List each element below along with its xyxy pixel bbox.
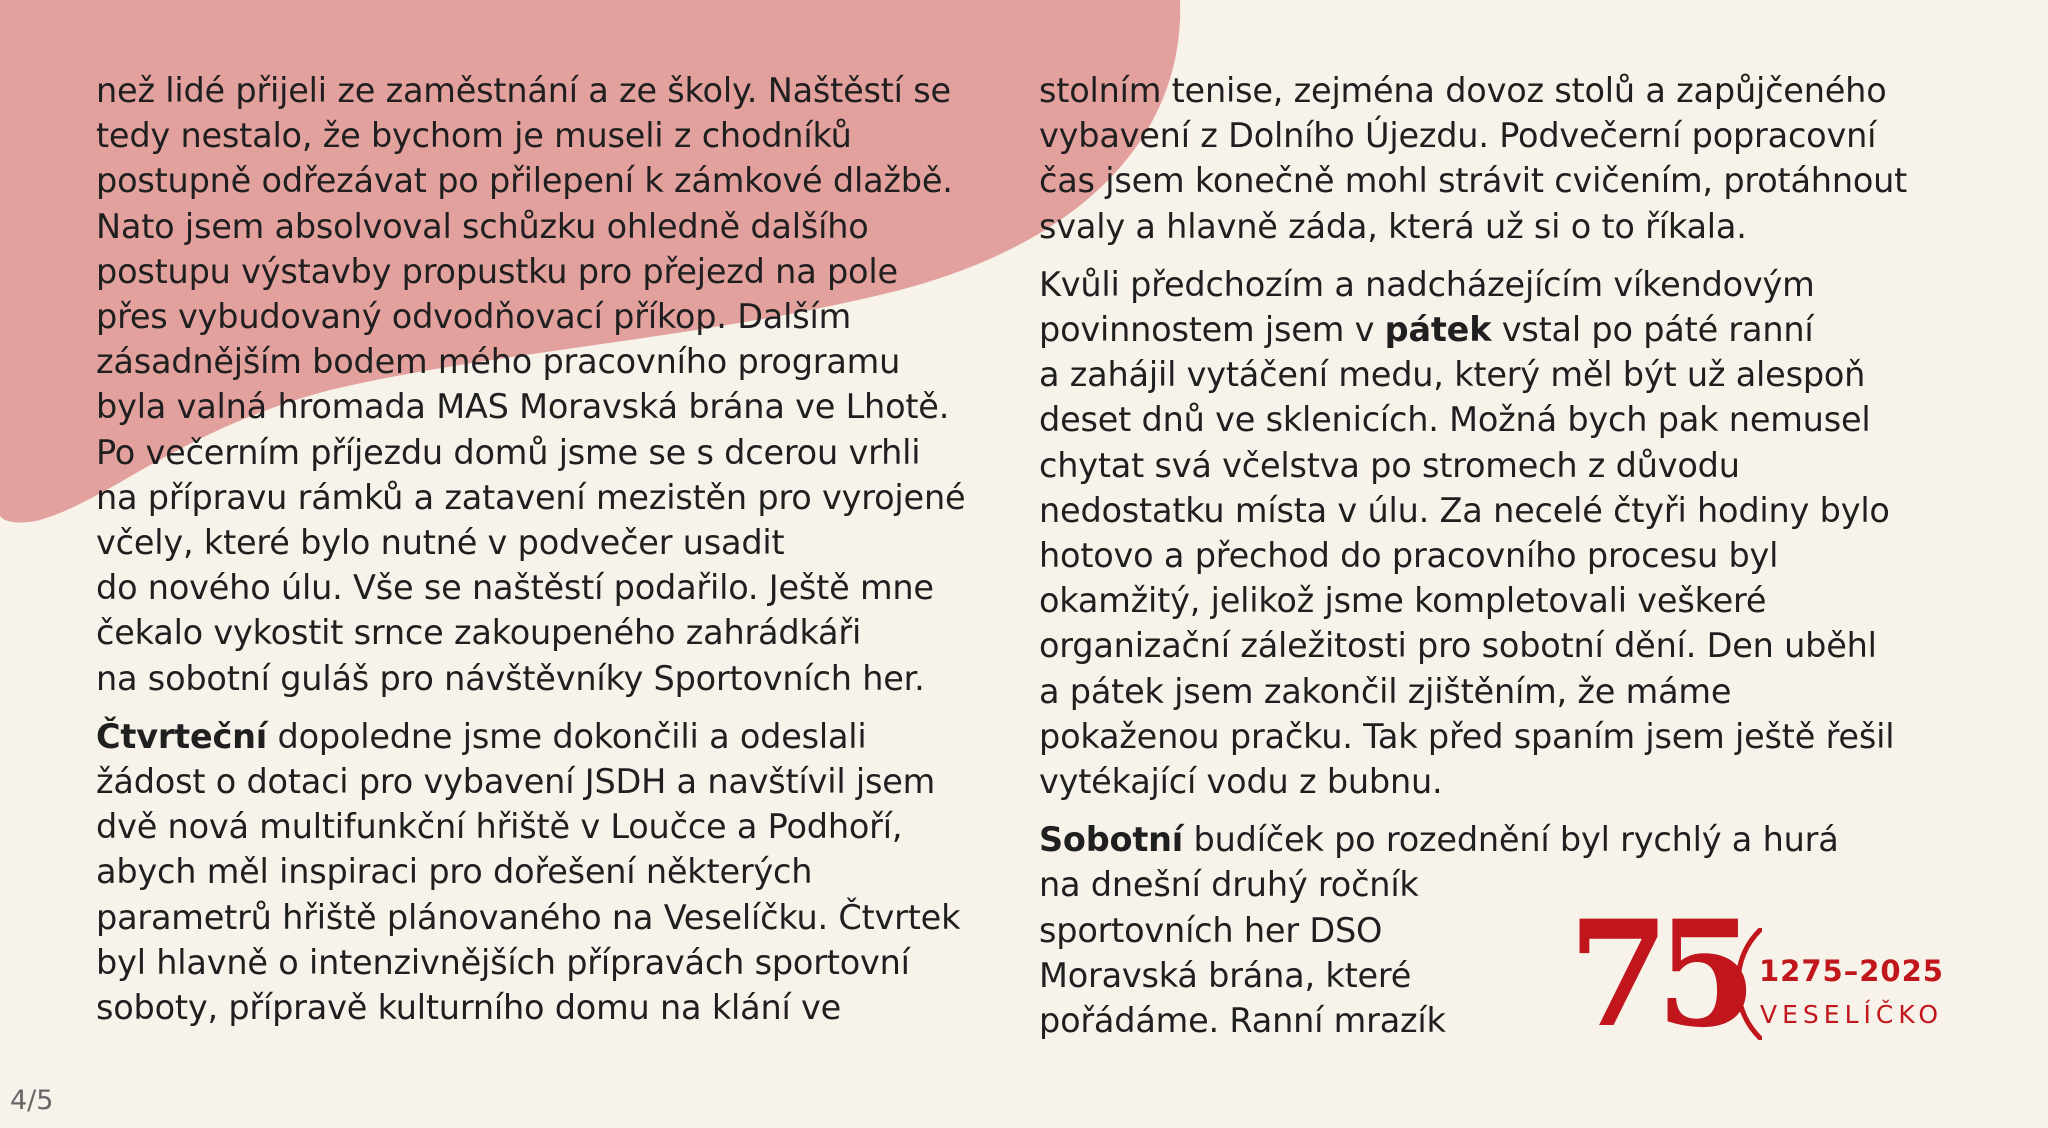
- text-line: na dnešní druhý ročník: [1039, 865, 1419, 905]
- friday-bold: pátek: [1384, 310, 1492, 350]
- text-line: pokaženou pračku. Tak před spaním jsem ještě řešil: [1039, 716, 1895, 756]
- text-line: chytat svá včelstva po stromech z důvodu: [1039, 445, 1740, 485]
- right-paragraph-2-line-2: povinnostem jsem v pátek vstal po páté ranní: [1039, 310, 1814, 350]
- text-line: a zahájil vytáčení medu, který měl být už alespoň: [1039, 355, 1866, 395]
- text-line: včely, které bylo nutné v podvečer usadit: [96, 523, 785, 563]
- text-line: přes vybudovaný odvodňovací příkop. Dalším: [96, 297, 852, 337]
- text-line: soboty, přípravě kulturního domu na klání ve: [96, 988, 842, 1028]
- right-paragraph-1: [1039, 68, 1969, 249]
- logo-number: 75: [1568, 889, 1744, 1060]
- text-line: vytékající vodu z bubnu.: [1039, 762, 1443, 802]
- text-line: vybavení z Dolního Újezdu. Podvečerní popracovní: [1039, 116, 1877, 156]
- left-paragraph-2-first-line: Čtvrteční dopoledne jsme dokončili a odeslali: [96, 716, 867, 756]
- text-line: byl hlavně o intenzivnějších přípravách sportovní: [96, 942, 910, 982]
- left-column: [96, 68, 1016, 1043]
- logo-years: 1275–2025: [1759, 954, 1944, 988]
- text-line: na sobotní guláš pro návštěvníky Sportovních her.: [96, 658, 925, 698]
- text-line: na přípravu rámků a zatavení mezistěn pro vyrojené: [96, 477, 966, 517]
- text-line: Po večerním příjezdu domů jsme se s dcerou vrhli: [96, 432, 921, 472]
- text-line: tedy nestalo, že bychom je museli z chodníků: [96, 116, 852, 156]
- text-line: svaly a hlavně záda, která už si o to říkala.: [1039, 206, 1747, 246]
- logo-place: VESELÍČKO: [1760, 1000, 1944, 1029]
- text-line: Nato jsem absolvoval schůzku ohledně dalšího: [96, 206, 869, 246]
- text-line: deset dnů ve sklenicích. Možná bych pak nemusel: [1039, 400, 1871, 440]
- right-paragraph-2: [1039, 262, 1969, 804]
- right-paragraph-3-first-line: Sobotní budíček po rozednění byl rychlý a hurá: [1039, 820, 1839, 860]
- text-line: hotovo a přechod do pracovního procesu byl: [1039, 536, 1779, 576]
- text-line: a pátek jsem zakončil zjištěním, že máme: [1039, 671, 1732, 711]
- text-line: než lidé přijeli ze zaměstnání a ze školy. Naštěstí se: [96, 71, 951, 110]
- text-line: postupu výstavby propustku pro přejezd na pole: [96, 251, 898, 291]
- text-line: postupně odřezávat po přilepení k zámkové dlažbě.: [96, 161, 953, 201]
- text-line: parametrů hřiště plánovaného na Veselíčku. Čtvrtek: [96, 897, 961, 937]
- text-line: sportovních her DSO: [1039, 910, 1383, 950]
- text-line: žádost o dotaci pro vybavení JSDH a navštívil jsem: [96, 762, 936, 802]
- right-paragraph-2-line-1: Kvůli předchozím a nadcházejícím víkendovým: [1039, 264, 1815, 304]
- saturday-bold: Sobotní: [1039, 820, 1184, 860]
- text-line: okamžitý, jelikož jsme kompletovali veškeré: [1039, 581, 1767, 621]
- text-line: stolním tenise, zejména dovoz stolů a zapůjčeného: [1039, 71, 1887, 110]
- text-line: pořádáme. Ranní mrazík: [1039, 1001, 1446, 1041]
- text-line: čekalo vykostit srnce zakoupeného zahrádkáři: [96, 613, 862, 653]
- text-line: Moravská brána, které: [1039, 955, 1412, 995]
- page-number: 4/5: [10, 1085, 54, 1116]
- text-line: zásadnějším bodem mého pracovního programu: [96, 342, 901, 382]
- left-paragraph-1: [96, 68, 1016, 701]
- text-line: byla valná hromada MAS Moravská brána ve Lhotě.: [96, 387, 950, 427]
- anniversary-logo: [1568, 889, 1958, 1060]
- text-line: do nového úlu. Vše se naštěstí podařilo. Ještě mne: [96, 568, 934, 608]
- left-paragraph-2: [96, 714, 1016, 1030]
- text-line: nedostatku místa v úlu. Za necelé čtyři hodiny bylo: [1039, 490, 1890, 530]
- right-column: [1039, 68, 1969, 1060]
- text-line: abych měl inspiraci pro dořešení některých: [96, 852, 813, 892]
- text-line: čas jsem konečně mohl strávit cvičením, protáhnout: [1039, 161, 1908, 201]
- text-line: organizační záležitosti pro sobotní dění. Den uběhl: [1039, 626, 1877, 666]
- text-line: dvě nová multifunkční hřiště v Loučce a Podhoří,: [96, 807, 903, 847]
- thursday-bold: Čtvrteční: [96, 716, 268, 756]
